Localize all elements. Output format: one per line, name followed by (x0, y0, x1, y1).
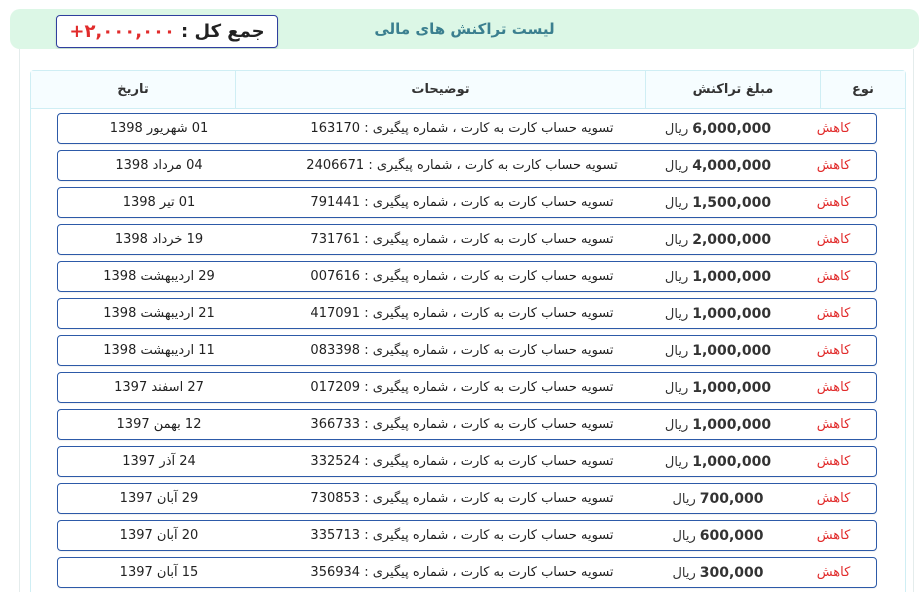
transaction-type: کاهش (816, 380, 851, 395)
transaction-date: 04 مرداد 1398 (115, 158, 203, 173)
transaction-type: کاهش (816, 528, 851, 543)
transaction-type: کاهش (816, 491, 851, 506)
transaction-description: تسویه حساب کارت به کارت ، شماره پیگیری : 007616 (310, 269, 614, 284)
table-header (31, 71, 905, 109)
amount-value: 2,000,000 (692, 231, 772, 248)
amount-value: 4,000,000 (692, 157, 772, 174)
column-header-type[interactable]: نوع (820, 71, 905, 109)
amount-value: 1,000,000 (692, 268, 772, 285)
transaction-description: تسویه حساب کارت به کارت ، شماره پیگیری : 366733 (310, 417, 614, 432)
table-row[interactable] (57, 335, 877, 366)
currency-unit: ریال (664, 417, 689, 433)
transaction-amount (645, 195, 791, 211)
transaction-date: 01 شهریور 1398 (109, 121, 209, 136)
transaction-date: 27 اسفند 1397 (114, 380, 204, 395)
currency-unit: ریال (664, 158, 689, 174)
transaction-type: کاهش (816, 417, 851, 432)
transaction-date: 29 اردیبهشت 1398 (103, 269, 215, 284)
amount-value: 1,500,000 (692, 194, 772, 211)
currency-unit: ریال (672, 528, 696, 544)
transaction-type: کاهش (816, 454, 851, 469)
total-value: +۲,۰۰۰,۰۰۰ (69, 21, 176, 42)
table-row[interactable] (57, 187, 877, 218)
amount-value: 1,000,000 (692, 416, 772, 433)
amount-value: 700,000 (699, 490, 764, 507)
total-label: جمع کل : (181, 21, 265, 42)
table-row[interactable] (57, 298, 877, 329)
transaction-amount (645, 417, 791, 433)
transaction-description: تسویه حساب کارت به کارت ، شماره پیگیری : 335713 (310, 528, 614, 543)
amount-value: 300,000 (699, 564, 764, 581)
table-row[interactable] (57, 224, 877, 255)
amount-value: 1,000,000 (692, 453, 772, 470)
transaction-date: 19 خرداد 1398 (114, 232, 204, 247)
transaction-description: تسویه حساب کارت به کارت ، شماره پیگیری : 017209 (310, 380, 614, 395)
transaction-description: تسویه حساب کارت به کارت ، شماره پیگیری : 2406671 (306, 158, 618, 173)
transaction-date: 24 آذر 1397 (122, 454, 196, 469)
transaction-date: 20 آبان 1397 (119, 528, 199, 543)
table-row[interactable] (57, 446, 877, 477)
transaction-description: تسویه حساب کارت به کارت ، شماره پیگیری : 332524 (310, 454, 614, 469)
transaction-amount (645, 343, 791, 359)
transaction-description: تسویه حساب کارت به کارت ، شماره پیگیری : 083398 (310, 343, 614, 358)
transaction-date: 01 تیر 1398 (122, 195, 196, 210)
currency-unit: ریال (664, 195, 689, 211)
transaction-type: کاهش (816, 343, 851, 358)
table-row[interactable] (57, 150, 877, 181)
table-row[interactable] (57, 483, 877, 514)
currency-unit: ریال (664, 454, 689, 470)
transaction-description: تسویه حساب کارت به کارت ، شماره پیگیری : 730853 (310, 491, 614, 506)
currency-unit: ریال (664, 306, 689, 322)
transaction-date: 11 اردیبهشت 1398 (103, 343, 215, 358)
transaction-type: کاهش (816, 232, 851, 247)
table-row[interactable] (57, 372, 877, 403)
amount-value: 1,000,000 (692, 305, 772, 322)
transaction-amount (645, 269, 791, 285)
transaction-amount (645, 158, 791, 174)
transaction-description: تسویه حساب کارت به کارت ، شماره پیگیری : 791441 (310, 195, 614, 210)
transaction-type: کاهش (816, 158, 851, 173)
transaction-type: کاهش (816, 195, 851, 210)
transaction-type: کاهش (816, 269, 851, 284)
currency-unit: ریال (664, 380, 689, 396)
transaction-date: 29 آبان 1397 (119, 491, 199, 506)
transaction-description: تسویه حساب کارت به کارت ، شماره پیگیری : 731761 (310, 232, 614, 247)
currency-unit: ریال (664, 121, 689, 137)
transaction-amount (645, 380, 791, 396)
transaction-amount (645, 528, 791, 544)
total-box (56, 15, 278, 48)
transaction-type: کاهش (816, 565, 851, 580)
table-row[interactable] (57, 409, 877, 440)
currency-unit: ریال (664, 232, 689, 248)
transaction-date: 12 بهمن 1397 (116, 417, 202, 432)
amount-value: 1,000,000 (692, 342, 772, 359)
currency-unit: ریال (664, 269, 689, 285)
amount-value: 6,000,000 (692, 120, 772, 137)
currency-unit: ریال (672, 565, 696, 581)
column-header-amount[interactable]: مبلغ تراکنش (645, 71, 820, 109)
transaction-amount (645, 306, 791, 322)
table-row[interactable] (57, 520, 877, 551)
transaction-description: تسویه حساب کارت به کارت ، شماره پیگیری : 163170 (310, 121, 614, 136)
transactions-table (30, 70, 906, 592)
transaction-amount (645, 454, 791, 470)
amount-value: 600,000 (699, 527, 764, 544)
transaction-description: تسویه حساب کارت به کارت ، شماره پیگیری : 356934 (310, 565, 614, 580)
transaction-date: 15 آبان 1397 (119, 565, 199, 580)
transaction-type: کاهش (816, 306, 851, 321)
column-header-date[interactable]: تاریخ (117, 82, 149, 97)
page-title: لیست تراکنش های مالی (374, 20, 555, 38)
transaction-date: 21 اردیبهشت 1398 (103, 306, 215, 321)
transaction-amount (645, 565, 791, 581)
transaction-description: تسویه حساب کارت به کارت ، شماره پیگیری : 417091 (310, 306, 614, 321)
currency-unit: ریال (664, 343, 689, 359)
table-row[interactable] (57, 557, 877, 588)
header-bar (10, 9, 919, 49)
transaction-amount (645, 491, 791, 507)
transaction-amount (645, 121, 791, 137)
table-row[interactable] (57, 113, 877, 144)
transaction-type: کاهش (816, 121, 851, 136)
column-header-description[interactable]: توضیحات (235, 71, 645, 109)
transaction-amount (645, 232, 791, 248)
currency-unit: ریال (672, 491, 696, 507)
amount-value: 1,000,000 (692, 379, 772, 396)
table-row[interactable] (57, 261, 877, 292)
